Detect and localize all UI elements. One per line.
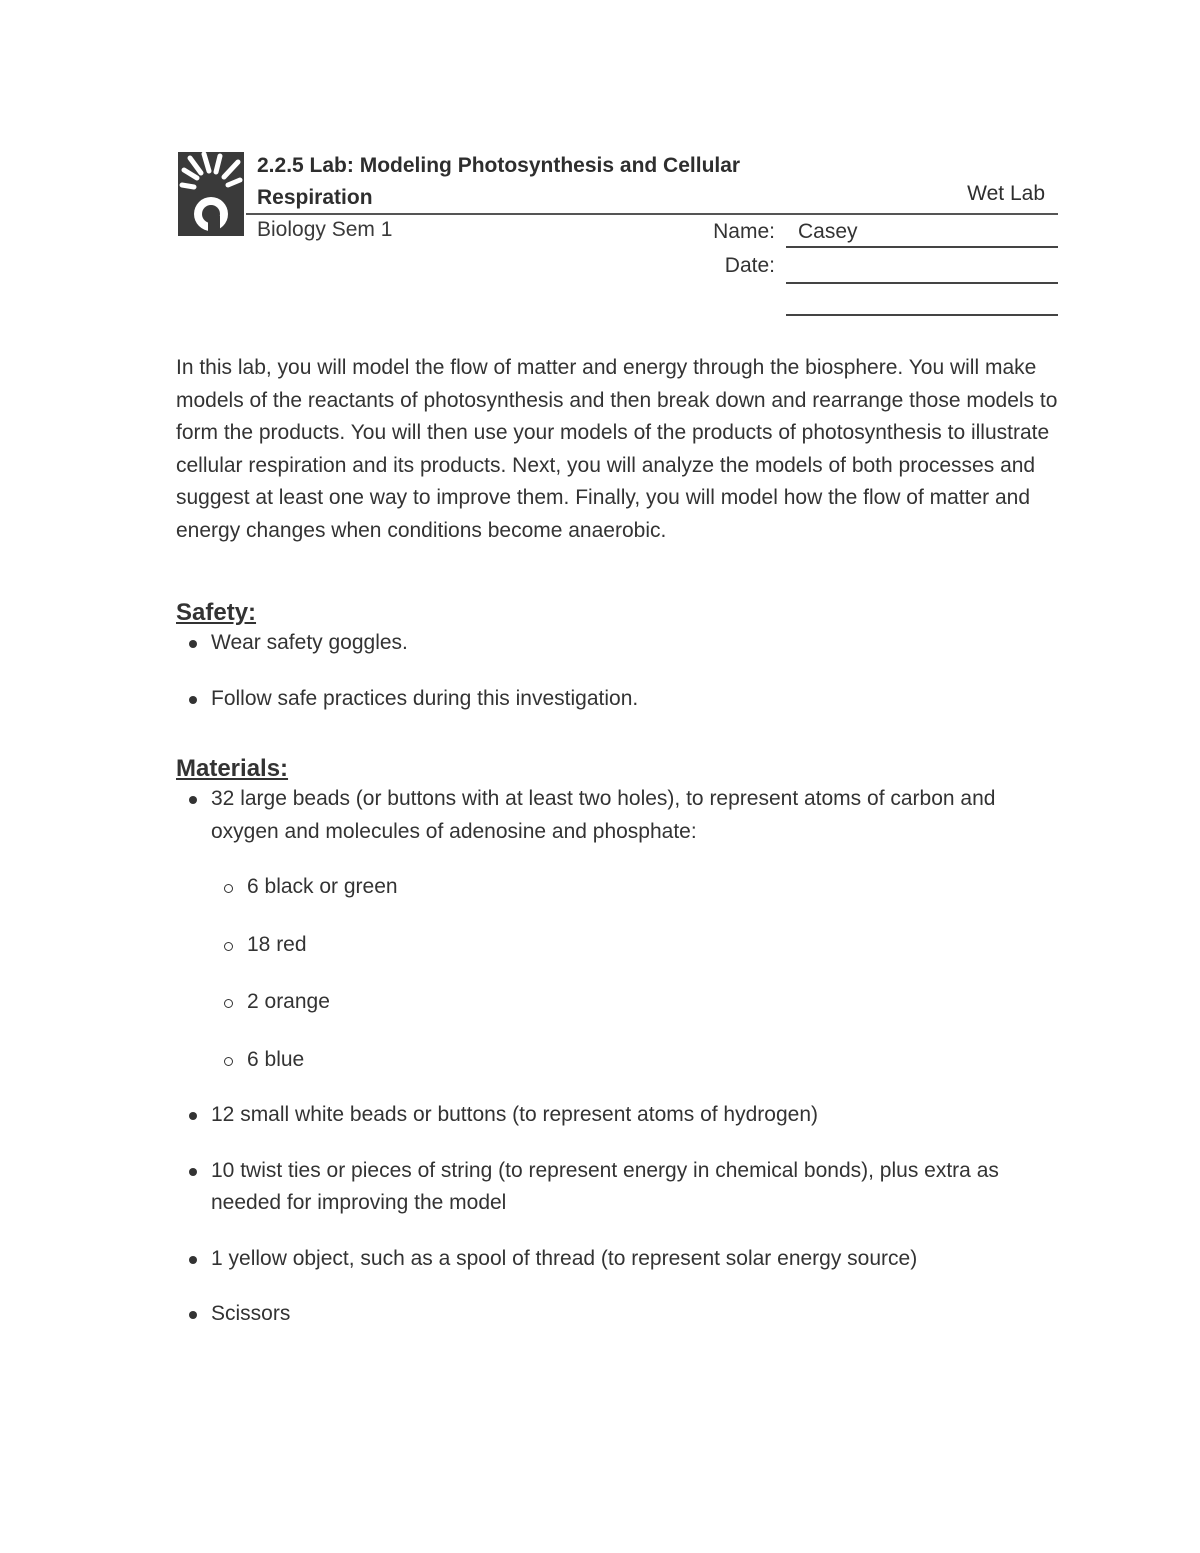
sub-list-item: 6 black or green — [211, 871, 1066, 904]
date-field-line[interactable] — [786, 282, 1058, 284]
materials-heading: Materials: — [176, 755, 289, 782]
name-label: Name: — [713, 220, 775, 243]
sub-list-item: 2 orange — [211, 986, 1066, 1019]
bead-colors-list — [211, 871, 1066, 1076]
school-logo-icon — [178, 152, 244, 236]
materials-list — [176, 783, 1066, 1331]
date-label: Date: — [724, 254, 775, 277]
safety-heading: Safety: — [176, 599, 257, 626]
intro-paragraph: In this lab, you will model the flow of matter and energy through the biosphere. You will make models of the reactants of photosynthesis and then break down and rearrange those models to form the products. You will then use your models of the products of photosynthesis to illustrate cellular respiration and its products. Next, you will analyze the models of both processes and suggest at least one way to improve them. Finally, you will model how the flow of matter and energy changes when conditions become anaerobic. — [176, 356, 1058, 542]
sub-list-item: 6 blue — [211, 1044, 1066, 1077]
list-item: 1 yellow object, such as a spool of thread (to represent solar energy source) — [176, 1243, 1066, 1276]
sub-list-item: 18 red — [211, 929, 1066, 962]
lab-type-label: Wet Lab — [967, 182, 1045, 205]
lab-content — [176, 352, 1066, 1331]
name-field-line — [786, 246, 1058, 248]
list-item: Wear safety goggles. — [176, 627, 1066, 660]
course-name: Biology Sem 1 — [257, 218, 393, 241]
name-value[interactable]: Casey — [798, 220, 858, 243]
extra-field-line[interactable] — [786, 314, 1058, 316]
list-item: Scissors — [176, 1298, 1066, 1331]
safety-list — [176, 627, 1066, 715]
list-item: 10 twist ties or pieces of string (to represent energy in chemical bonds), plus extra as needed for improving the model — [176, 1155, 1066, 1220]
document-title: 2.2.5 Lab: Modeling Photosynthesis and Cellular Respiration — [257, 154, 741, 209]
list-item: Follow safe practices during this investigation. — [176, 683, 1066, 716]
list-item: 12 small white beads or buttons (to represent atoms of hydrogen) — [176, 1099, 1066, 1132]
list-item — [176, 783, 1066, 1076]
header-divider — [246, 213, 1058, 215]
beads-text: 32 large beads (or buttons with at least two holes), to represent atoms of carbon and oxygen and molecules of adenosine and phosphate: — [211, 787, 996, 843]
